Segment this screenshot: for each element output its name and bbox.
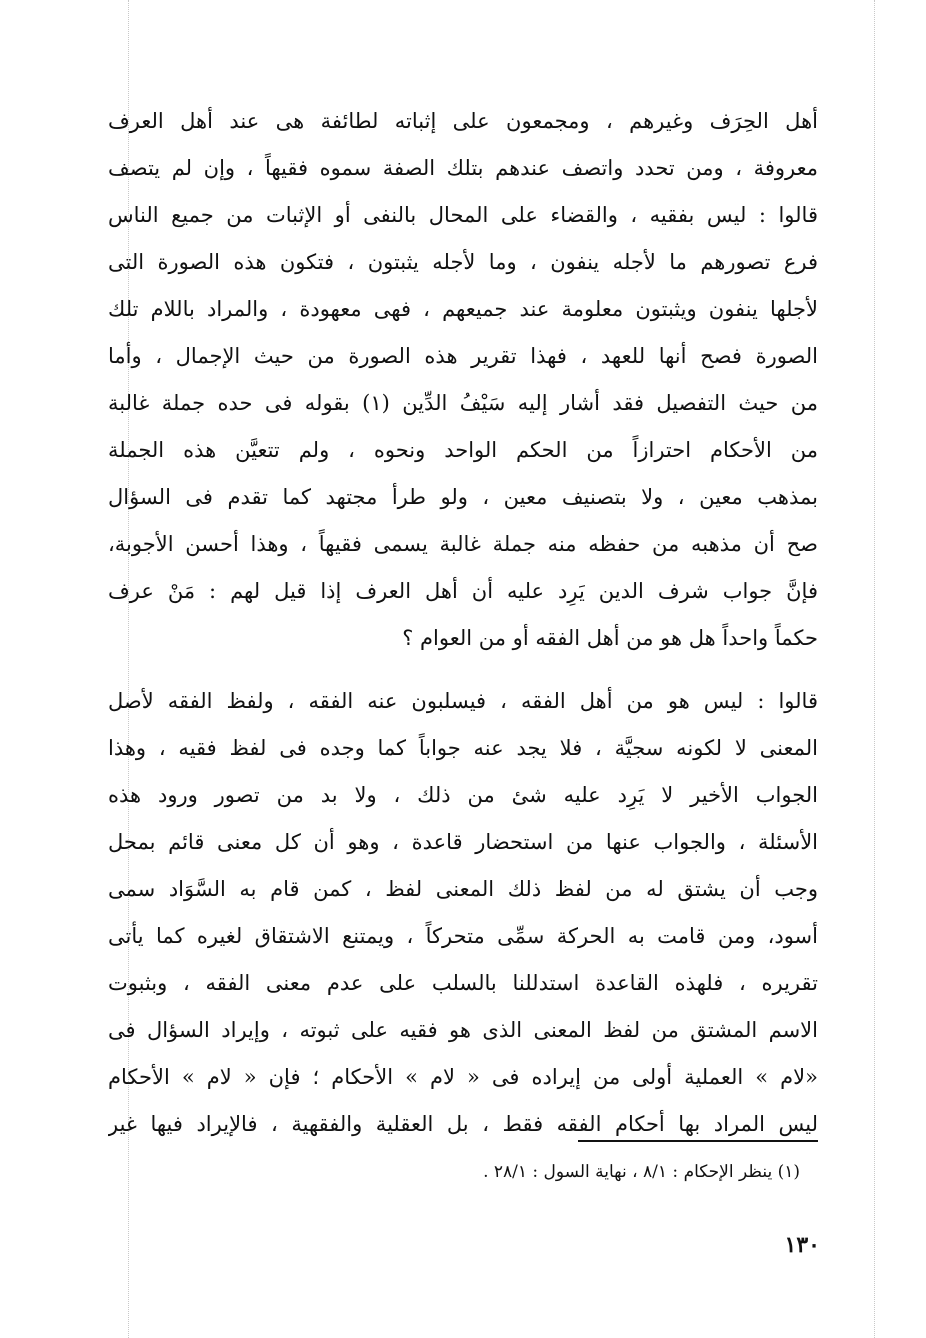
text-line: من حيث التفصيل فقد أشار إليه سَيْفُ الدِّين (١) بقوله فى حده جملة غالبة — [108, 391, 818, 415]
text-line: معروفة ، ومن تحدد واتصف عندهم بتلك الصفة سموه فقيهاً ، وإن لم يتصف — [108, 156, 818, 180]
text-line: المعنى لا لكونه سجيَّة ، فلا يجد عنه جواباً كما وجده فى لفظ فقيه ، وهذا — [108, 736, 818, 760]
text-line: أهل الحِرَف وغيرهم ، ومجمعون على إثباته لطائفة هى عند أهل العرف — [108, 109, 818, 133]
text-line: صح أن مذهبه من حفظه منه جملة غالبة يسمى فقيهاً ، وهذا أحسن الأجوبة، — [108, 532, 818, 556]
page-number: ١٣٠ — [784, 1232, 820, 1258]
paragraph-gap — [108, 662, 818, 678]
text-line: حكماً واحداً هل هو من أهل الفقه أو من العوام ؟ — [402, 626, 818, 650]
text-line: من الأحكام احترازاً من الحكم الواحد ونحوه ، ولم تتعيَّن هذه الجملة — [108, 438, 818, 462]
text-line: وجب أن يشتق له من لفظ ذلك المعنى لفظ ، كمن قام به السَّوَاد سمى — [108, 877, 818, 901]
footnote-separator — [578, 1140, 818, 1142]
text-line: فرع تصورهم ما لأجله ينفون ، وما لأجله يثبتون ، فتكون هذه الصورة التى — [108, 250, 818, 274]
text-line: الجواب الأخير لا يَرِد عليه شئ من ذلك ، ولا بد من تصور ورود هذه — [108, 783, 818, 807]
text-line: فإنَّ جواب شرف الدين يَرِد عليه أن أهل العرف إذا قيل لهم : مَنْ عرف — [108, 579, 818, 603]
body-text — [108, 98, 818, 1148]
text-line: قالوا : ليس بفقيه ، والقضاء على المحال بالنفى أو الإثبات من جميع الناس — [108, 203, 818, 227]
text-line: بمذهب معين ، ولا بتصنيف معين ، ولو طرأ مجتهد كما تقدم فى السؤال — [108, 485, 818, 509]
text-line: لأجلها ينفون ويثبتون معلومة عند جميعهم ، فهى معهودة ، والمراد باللام تلك — [108, 297, 818, 321]
footnote: (١) ينظر الإحكام : ٨/١ ، نهاية السول : ٢٨/١ . — [483, 1162, 800, 1182]
text-line: ليس المراد بها أحكام الفقه فقط ، بل العقلية والفقهية ، فالإيراد فيها غير — [108, 1112, 818, 1136]
text-line: الأسئلة ، والجواب عنها من استحضار قاعدة ، وهو أن كل معنى قائم بمحل — [108, 830, 818, 854]
text-line: أسود، ومن قامت به الحركة سمِّى متحركاً ، ويمتنع الاشتقاق لغيره كما يأتى — [108, 924, 818, 948]
text-line: الاسم المشتق من لفظ المعنى الذى هو فقيه على ثبوته ، وإيراد السؤال فى — [108, 1018, 818, 1042]
scan-guide-right — [874, 0, 875, 1338]
text-line: تقريره ، فلهذه القاعدة استدللنا بالسلب على عدم معنى الفقه ، وبثبوت — [108, 971, 818, 995]
text-line: قالوا : ليس هو من أهل الفقه ، فيسلبون عنه الفقه ، ولفظ الفقه لأصل — [108, 689, 818, 713]
text-line: الصورة فصح أنها للعهد ، فهذا تقرير هذه الصورة من حيث الإجمال ، وأما — [108, 344, 818, 368]
text-line: «لام » العملية أولى من إيراده فى « لام » الأحكام ؛ فإن « لام » الأحكام — [108, 1065, 818, 1089]
